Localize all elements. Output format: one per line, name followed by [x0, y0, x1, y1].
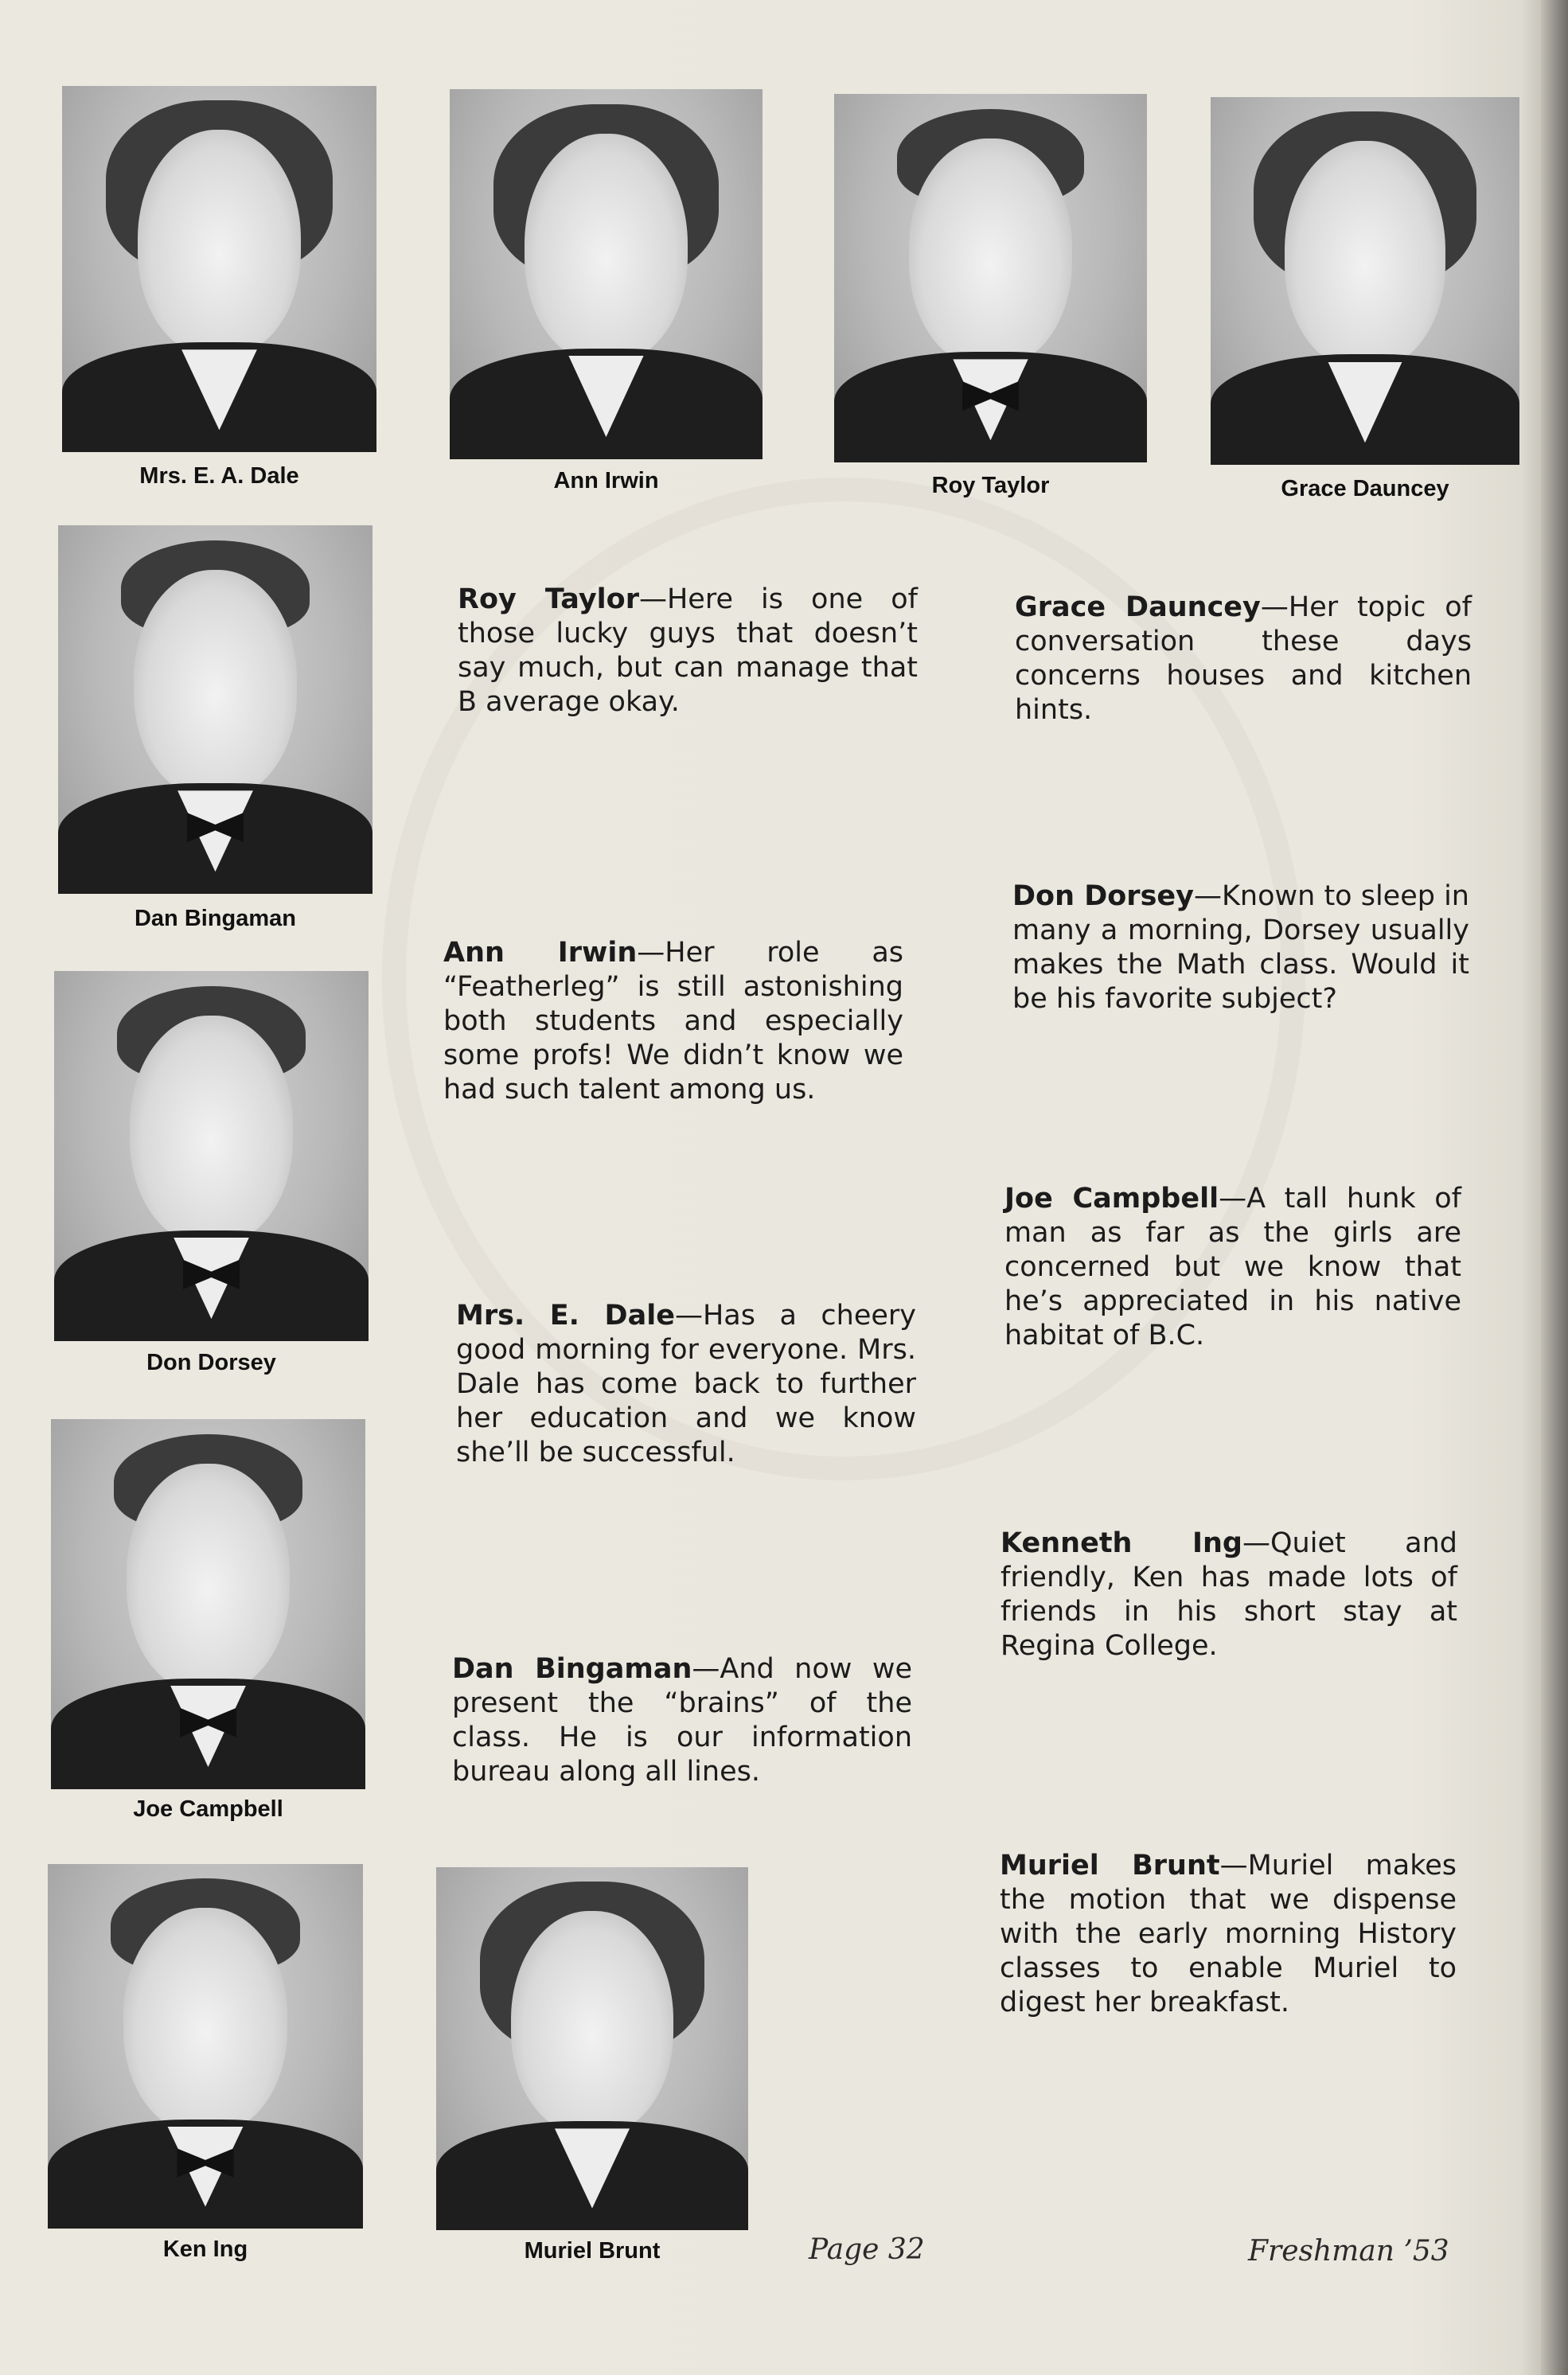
bio-text: —Her topic of conversation these days concerns houses and kitchen hints.	[1015, 591, 1472, 726]
caption-mrs-dale: Mrs. E. A. Dale	[139, 463, 299, 489]
bio-grace-dauncey	[1015, 591, 1472, 727]
bio-text: —A tall hunk of man as far as the girls are concerned but we know that he’s appreciated in his native habitat of B.C.	[1004, 1183, 1461, 1351]
bio-mrs-dale	[456, 1299, 916, 1470]
bio-text: —Known to sleep in many a morning, Dorsey usually makes the Math class. Would it be his favorite subject?	[1012, 880, 1469, 1015]
portrait-roy-taylor	[834, 94, 1147, 462]
caption-don-dorsey: Don Dorsey	[146, 1350, 276, 1375]
bio-name: Joe Campbell	[1004, 1183, 1219, 1215]
bio-name: Dan Bingaman	[452, 1653, 692, 1685]
bio-name: Kenneth Ing	[1000, 1527, 1242, 1559]
bio-text: —And now we present the “brains” of the class. He is our information bureau along all lines.	[452, 1653, 912, 1788]
portrait-don-dorsey	[54, 971, 369, 1341]
caption-roy-taylor: Roy Taylor	[931, 473, 1050, 498]
portrait-dan-bingaman	[58, 525, 372, 894]
bio-text: —Here is one of those lucky guys that doesn’t say much, but can manage that B average okay.	[458, 583, 918, 718]
caption-dan-bingaman: Dan Bingaman	[134, 906, 297, 931]
bio-name: Don Dorsey	[1012, 880, 1194, 912]
caption-ken-ing: Ken Ing	[162, 2237, 248, 2262]
book-binding-edge	[1541, 0, 1568, 2375]
bio-text: —Quiet and friendly, Ken has made lots of friends in his short stay at Regina College.	[1000, 1527, 1457, 1662]
bio-dan-bingaman	[452, 1652, 912, 1789]
bio-name: Muriel Brunt	[1000, 1850, 1220, 1882]
bio-don-dorsey	[1012, 879, 1469, 1016]
bio-text: —Has a cheery good morning for everyone. Mrs. Dale has come back to further her education and we know she’ll be successful.	[456, 1300, 916, 1468]
bio-name: Roy Taylor	[458, 583, 639, 615]
portrait-ken-ing	[48, 1864, 363, 2229]
bio-name: Mrs. E. Dale	[456, 1300, 675, 1332]
bio-text: —Her role as “Featherleg” is still astonishing both students and especially some profs! We didn’t know we had such talent among us.	[443, 937, 904, 1106]
bio-text: —Muriel makes the motion that we dispense with the early morning History classes to enable Muriel to digest her breakfast.	[1000, 1850, 1457, 2018]
page-number: Page 32	[809, 2233, 925, 2266]
bio-muriel-brunt	[1000, 1849, 1457, 2020]
bio-ann-irwin	[443, 936, 903, 1107]
bio-name: Grace Dauncey	[1015, 591, 1261, 623]
caption-muriel-brunt: Muriel Brunt	[524, 2238, 661, 2264]
portrait-ann-irwin	[450, 89, 763, 459]
bio-kenneth-ing	[1000, 1527, 1457, 1663]
caption-ann-irwin: Ann Irwin	[553, 468, 659, 493]
caption-grace-dauncey: Grace Dauncey	[1281, 476, 1449, 501]
bio-joe-campbell	[1004, 1182, 1461, 1353]
yearbook-title: Freshman ’53	[1248, 2235, 1449, 2268]
bio-name: Ann Irwin	[443, 937, 638, 969]
bio-roy-taylor	[458, 583, 918, 720]
portrait-muriel-brunt	[436, 1867, 748, 2230]
portrait-joe-campbell	[51, 1419, 365, 1789]
portrait-mrs-dale	[62, 86, 376, 452]
caption-joe-campbell: Joe Campbell	[133, 1796, 283, 1822]
portrait-grace-dauncey	[1211, 97, 1519, 465]
